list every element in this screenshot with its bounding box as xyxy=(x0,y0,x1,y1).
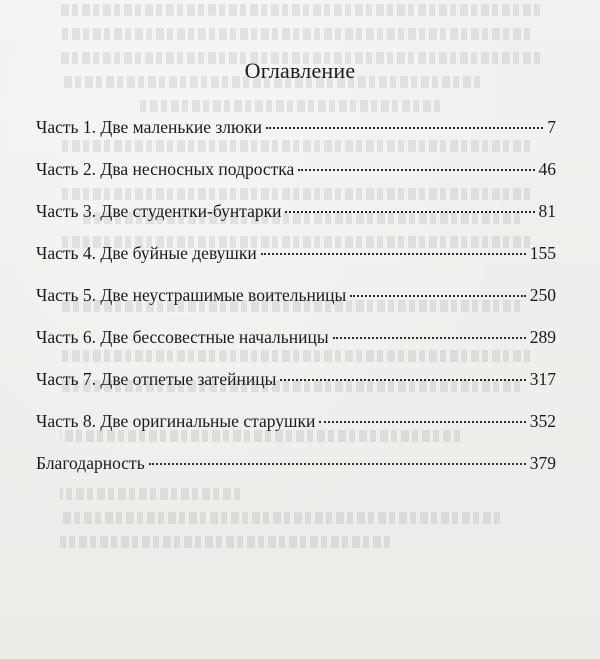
toc-entry-label: Часть 2. Два несносных подростка xyxy=(36,159,295,179)
toc-entry-page-number: 317 xyxy=(529,369,556,389)
dot-leader xyxy=(261,253,526,255)
toc-entry-page-number: 7 xyxy=(547,117,556,137)
toc-entry[interactable] xyxy=(36,200,556,242)
dot-leader xyxy=(319,421,525,423)
toc-entry-label: Благодарность xyxy=(36,453,145,473)
toc-entry-page-number: 46 xyxy=(538,159,556,179)
toc-entry-page-number: 289 xyxy=(529,327,556,347)
toc-entry-label: Часть 4. Две буйные девушки xyxy=(36,243,257,263)
dot-leader xyxy=(333,337,526,339)
toc-entry[interactable] xyxy=(36,284,556,326)
toc-entry-page-number: 352 xyxy=(529,411,556,431)
dot-leader xyxy=(298,169,534,171)
toc-entry-label: Часть 1. Две маленькие злюки xyxy=(36,117,262,137)
toc-entry[interactable] xyxy=(36,410,556,452)
dot-leader xyxy=(149,463,526,465)
toc-entry[interactable] xyxy=(36,326,556,368)
dot-leader xyxy=(350,295,525,297)
toc-entry-label: Часть 6. Две бессовестные начальницы xyxy=(36,327,329,347)
toc-entry[interactable] xyxy=(36,158,556,200)
toc-entry-page-number: 155 xyxy=(529,243,556,263)
toc-entry-label: Часть 8. Две оригинальные старушки xyxy=(36,411,316,431)
toc-entry-label: Часть 3. Две студентки-бунтарки xyxy=(36,201,282,221)
toc-entry-page-number: 81 xyxy=(538,201,556,221)
toc-entry-page-number: 379 xyxy=(529,453,556,473)
toc-entry-label: Часть 5. Две неустрашимые воительницы xyxy=(36,285,347,305)
dot-leader xyxy=(280,379,525,381)
dot-leader xyxy=(285,211,534,213)
toc-entry[interactable] xyxy=(36,116,556,158)
toc-entry-label: Часть 7. Две отпетые затейницы xyxy=(36,369,277,389)
toc-entry[interactable] xyxy=(36,452,556,494)
toc-entry-page-number: 250 xyxy=(529,285,556,305)
table-of-contents-heading: Оглавление xyxy=(244,58,356,83)
toc-entry[interactable] xyxy=(36,368,556,410)
table-of-contents-list xyxy=(36,116,556,494)
dot-leader xyxy=(266,127,543,129)
toc-entry[interactable] xyxy=(36,242,556,284)
